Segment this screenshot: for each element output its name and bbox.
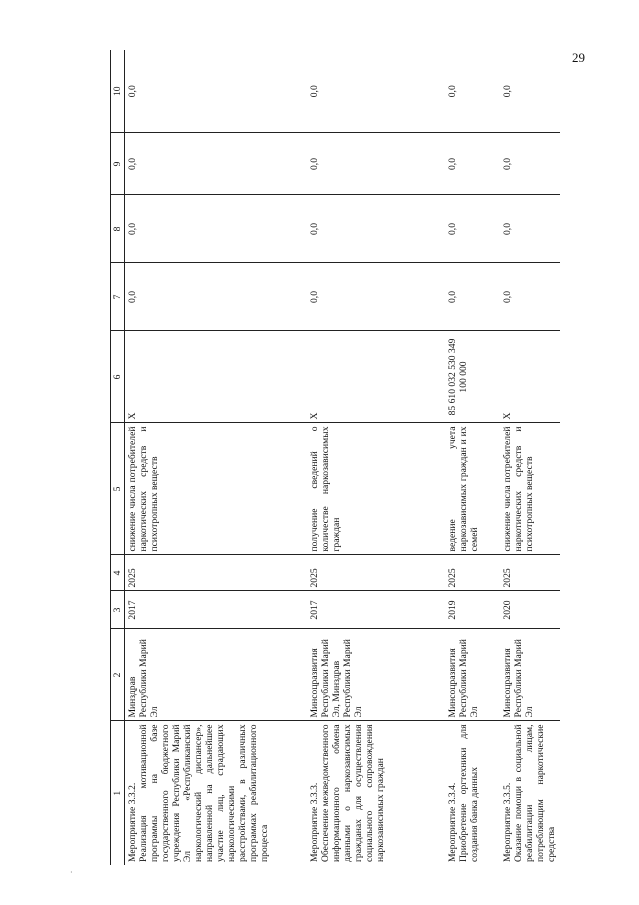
measure-description: Мероприятие 3.3.3. Обеспечение межведомственного информационного обмена данными о наркозависимых гражданах для осуществления социального сопровождения наркозависимых граждан (308, 724, 386, 862)
measure-description: Мероприятие 3.3.2. Реализация мотивационной программы на базе государственного бюджетного учреждения Республики Марий Эл «Республиканский наркологический диспансер», направленной на дальнейшее участие лиц, страдающих наркологическими расстройствами, в различных программах реабилитационного процесса (127, 724, 271, 862)
expected-result-cell: снижение числа потребителей наркотических средств и психотропных веществ (125, 423, 307, 555)
table-row (500, 50, 560, 865)
value-cell-7: 0,0 (500, 263, 560, 331)
table-row (125, 50, 307, 865)
value-cell-8: 0,0 (307, 195, 445, 263)
value-cell-9: 0,0 (445, 133, 500, 195)
col-header-4: 4 (111, 555, 125, 591)
rotated-table-container (110, 50, 557, 865)
col-header-3: 3 (111, 591, 125, 629)
value-cell-7: 0,0 (445, 263, 500, 331)
executor-cell: Минсоцразвития Республики Марий Эл (500, 629, 560, 721)
col-header-5: 5 (111, 423, 125, 555)
budget-code-cell: Х (307, 331, 445, 423)
expected-result-cell: снижение числа потребителей наркотических средств и психотропных веществ (500, 423, 560, 555)
col-header-7: 7 (111, 263, 125, 331)
end-year-cell: 2025 (125, 555, 307, 591)
value-cell-10: 0,0 (500, 50, 560, 133)
col-header-6: 6 (111, 331, 125, 423)
col-header-1: 1 (111, 721, 125, 865)
table-row (445, 50, 500, 865)
start-year-cell: 2017 (125, 591, 307, 629)
value-cell-10: 0,0 (125, 50, 307, 133)
start-year-cell: 2020 (500, 591, 560, 629)
end-year-cell: 2025 (307, 555, 445, 591)
value-cell-9: 0,0 (500, 133, 560, 195)
value-cell-9: 0,0 (125, 133, 307, 195)
col-header-8: 8 (111, 195, 125, 263)
executor-cell: Минздрав Республики Марий Эл (125, 629, 307, 721)
budget-code-cell: 85 610 032 530 349 100 000 (445, 331, 500, 423)
value-cell-7: 0,0 (307, 263, 445, 331)
start-year-cell: 2017 (307, 591, 445, 629)
end-year-cell: 2025 (445, 555, 500, 591)
scan-mark: · (70, 868, 73, 877)
value-cell-8: 0,0 (445, 195, 500, 263)
col-header-9: 9 (111, 133, 125, 195)
value-cell-8: 0,0 (125, 195, 307, 263)
col-header-2: 2 (111, 629, 125, 721)
budget-code-cell: Х (500, 331, 560, 423)
value-cell-10: 0,0 (445, 50, 500, 133)
page-number: 29 (572, 50, 585, 65)
expected-result-cell: получение сведений о количестве наркозависимых граждан (307, 423, 445, 555)
executor-cell: Минсоцразвития Республики Марий Эл, Минздрав Республики Марий Эл (307, 629, 445, 721)
executor-cell: Минсоцразвития Республики Марий Эл (445, 629, 500, 721)
value-cell-10: 0,0 (307, 50, 445, 133)
value-cell-9: 0,0 (307, 133, 445, 195)
measures-table (110, 50, 560, 865)
col-header-10: 10 (111, 50, 125, 133)
value-cell-8: 0,0 (500, 195, 560, 263)
table-row (307, 50, 445, 865)
end-year-cell: 2025 (500, 555, 560, 591)
column-number-row (111, 50, 125, 865)
expected-result-cell: ведение учета наркозависимых граждан и их семей (445, 423, 500, 555)
measure-description: Мероприятие 3.3.4. Приобретение оргтехники для создания банка данных (446, 724, 480, 862)
value-cell-7: 0,0 (125, 263, 307, 331)
measure-description: Мероприятие 3.3.5. Оказание помощи в социальной реабилитации лицам, потребляющим наркотические средства (501, 724, 557, 862)
budget-code-cell: Х (125, 331, 307, 423)
start-year-cell: 2019 (445, 591, 500, 629)
